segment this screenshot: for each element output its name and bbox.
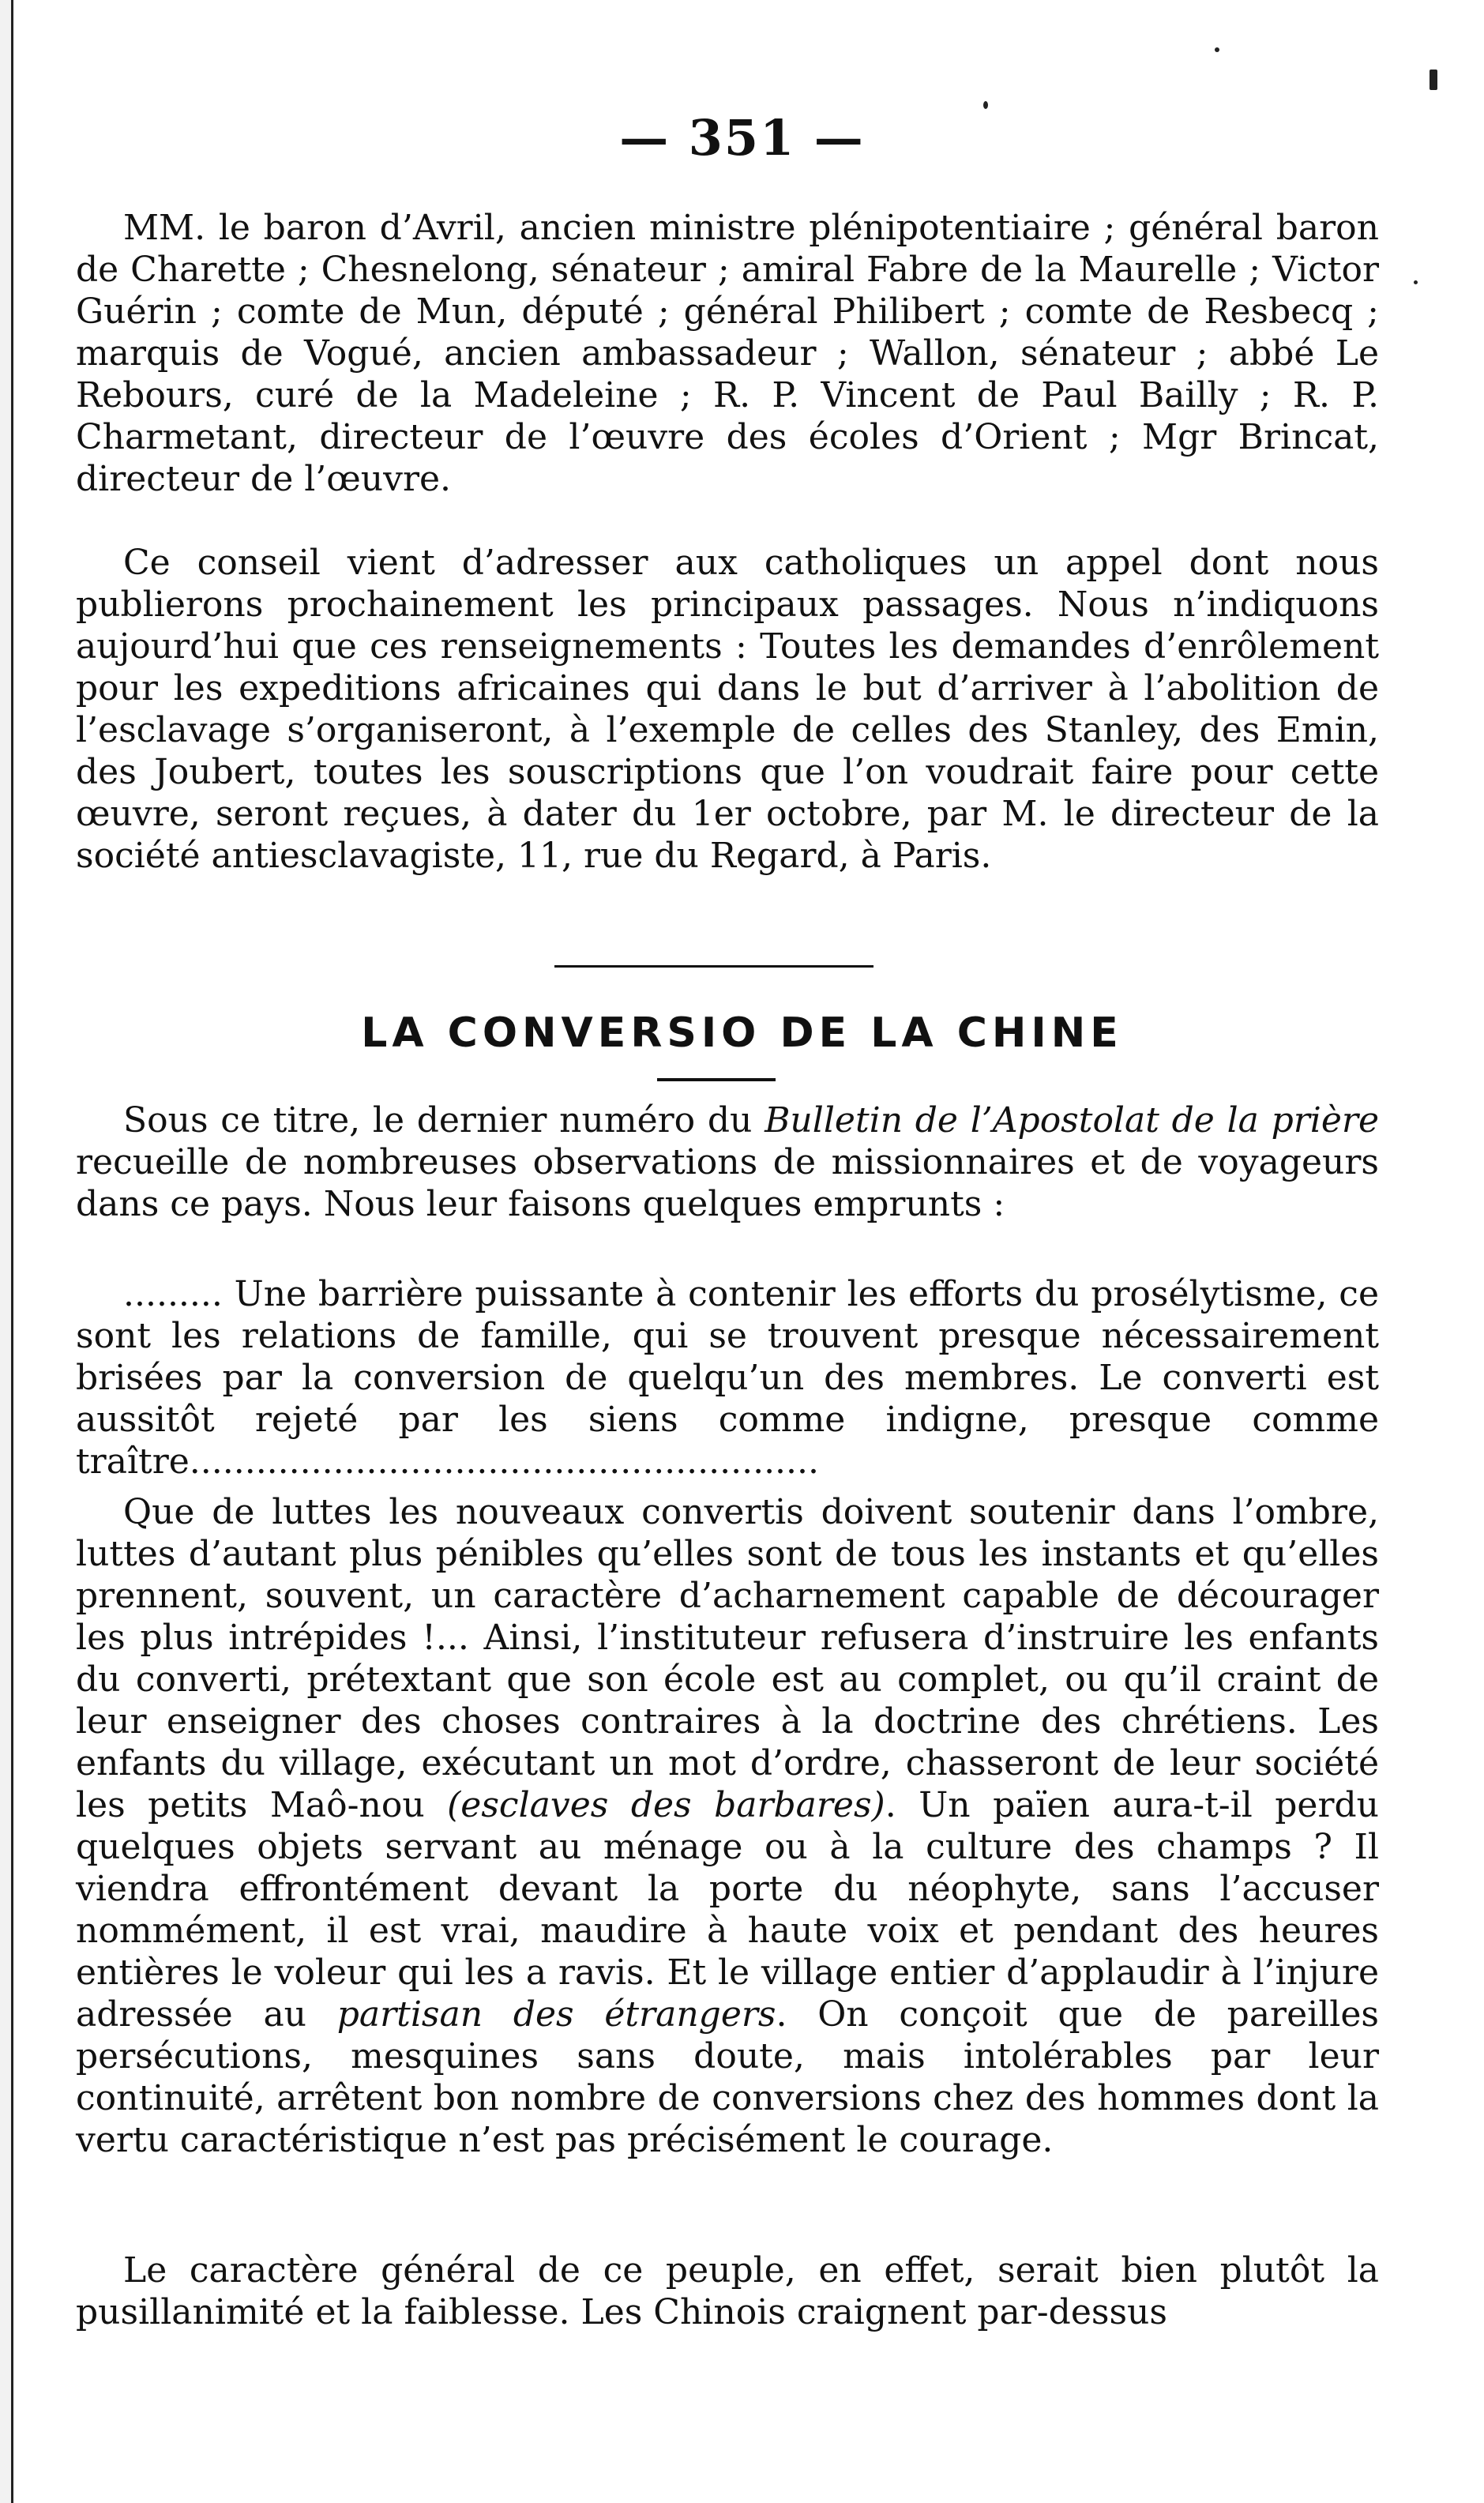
text-span: recueille de nombreuses observations de missionnaires et de voyageurs dans ce pays. Nous leur faisons quelques emprunts : (76, 1142, 1379, 1224)
paragraph-text: ......... Une barrière puissante à contenir les efforts du prosélytisme, ce sont les relations de famille, qui se trouvent presque nécessairement brisées par la conversion de quelqu’un des membres. Le converti est aussitôt rejeté par les siens comme indigne, presque comme traître......................................................... (76, 1274, 1379, 1482)
italic-phrase: partisan des étrangers (336, 1994, 776, 2035)
scan-speck (1430, 70, 1437, 90)
paragraph-persecutions (76, 1491, 1379, 2161)
italic-phrase: (esclaves des barbares) (447, 1785, 885, 1825)
text-span: . On conçoit que de pareilles persécutions, mesquines sans doute, mais intolérables par leur continuité, arrêtent bon nombre de conversions chez des hommes dont la vertu caractéristique n’est pas précisément le courage. (76, 1994, 1379, 2160)
scan-speck (1414, 280, 1418, 284)
text-span: Que de luttes les nouveaux convertis doivent soutenir dans l’ombre, luttes d’autant plus pénibles qu’elles sont de tous les instants et qu’elles prennent, souvent, un caractère d’acharnement capable de décourager les plus intrépides !... Ainsi, l’instituteur refusera d’instruire les enfants du converti, prétextant que son école est au complet, ou qu’il craint de leur enseigner des choses contraires à la doctrine des chrétiens. Les enfants du village, exécutant un mot d’ordre, chasseront de leur société les petits Maô-nou (76, 1492, 1379, 1825)
paragraph-text (76, 1099, 1379, 1225)
bulletin-title: Bulletin de l’Apostolat de la prière (765, 1100, 1379, 1141)
paragraph-council-appeal (76, 542, 1379, 877)
page-number: — 351 — (619, 109, 865, 167)
scan-speck (1215, 47, 1219, 52)
paragraph-family-barrier (76, 1273, 1379, 1483)
paragraph-text: Le caractère général de ce peuple, en effet, serait bien plutôt la pusillanimité et la faiblesse. Les Chinois craignent par-dessus (76, 2250, 1379, 2332)
page-binding-edge (0, 0, 13, 2503)
paragraph-text (76, 1491, 1379, 2161)
paragraph-bulletin-intro (76, 1099, 1379, 1225)
title-underline (657, 1078, 776, 1081)
paragraph-text: MM. le baron d’Avril, ancien ministre plénipotentiaire ; général baron de Charette ; Chesnelong, sénateur ; amiral Fabre de la Maurelle ; Victor Guérin ; comte de Mun, député ; général Philibert ; comte de Resbecq ; marquis de Vogué, ancien ambassadeur ; Wallon, sénateur ; abbé Le Rebours, curé de la Madeleine ; R. P. Vincent de Paul Bailly ; R. P. Charmetant, directeur de l’œuvre des écoles d’Orient ; Mgr Brincat, directeur de l’œuvre. (76, 208, 1379, 499)
section-divider (554, 965, 873, 968)
section-title: LA CONVERSIO DE LA CHINE (361, 1009, 1123, 1057)
paragraph-chinese-character (76, 2249, 1379, 2333)
paragraph-committee-members (76, 207, 1379, 500)
text-span: . Un païen aura-t-il perdu quelques objets servant au ménage ou à la culture des champs ? Il viendra effrontément devant la porte du néophyte, sans l’accuser nommément, il est vrai, maudire à haute voix et pendant des heures entières le voleur qui les a ravis. Et le village entier d’applaudir à l’injure adressée au (76, 1785, 1380, 2035)
paragraph-text: Ce conseil vient d’adresser aux catholiques un appel dont nous publierons prochainement les principaux passages. Nous n’indiquons aujourd’hui que ces renseignements : Toutes les demandes d’enrôlement pour les expeditions africaines qui dans le but d’arriver à l’abolition de l’esclavage s’organiseront, à l’exemple de celles des Stanley, des Emin, des Joubert, toutes les souscriptions que l’on voudrait faire pour cette œuvre, seront reçues, à dater du 1er octobre, par M. le directeur de la société antiesclavagiste, 11, rue du Regard, à Paris. (76, 543, 1379, 876)
text-span: Sous ce titre, le dernier numéro du (123, 1100, 765, 1141)
scan-speck (983, 101, 988, 109)
